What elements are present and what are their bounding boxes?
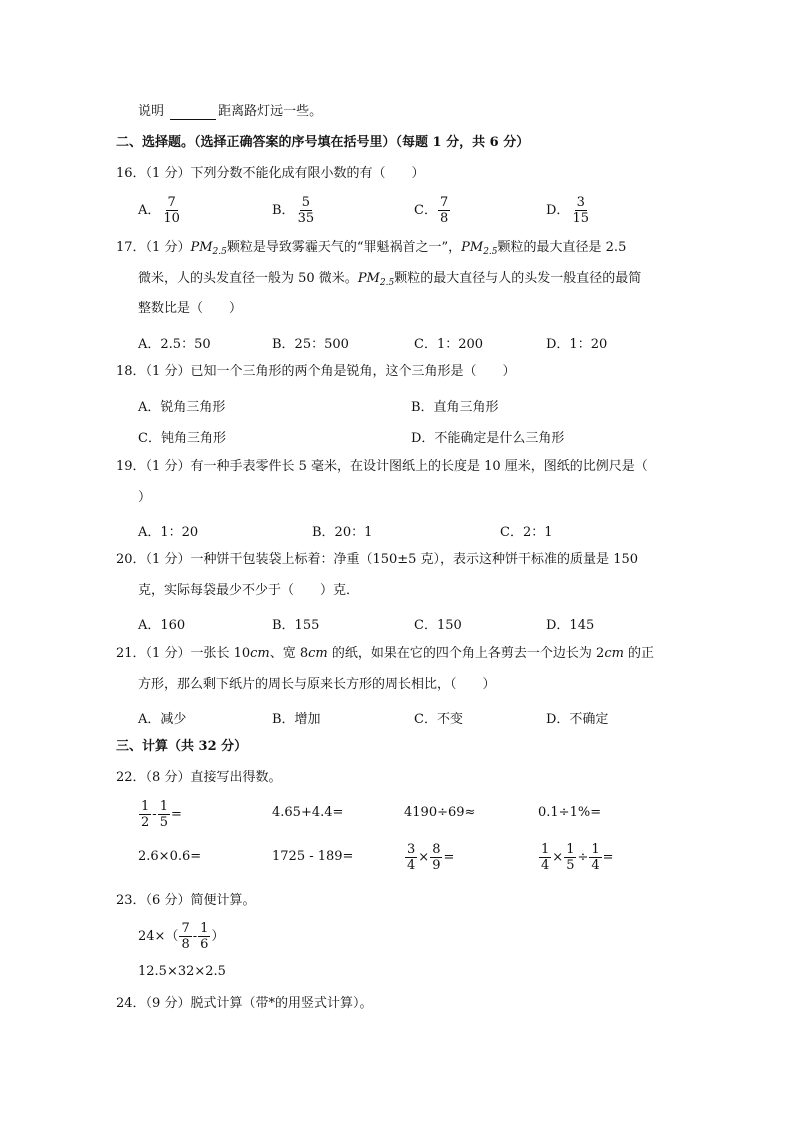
fraction: $\frac{7}{10}$: [163, 195, 180, 226]
expression-suffix: ）: [211, 929, 225, 944]
question-20-line-2: 克，实际每袋最少不少于（ ）克．: [138, 583, 360, 598]
q23-expression-1: [138, 922, 224, 951]
question-number: 19．（1 分）: [116, 459, 191, 474]
question-text: 一种饼干包装袋上标着：净重（150±5 克），表示这种饼干标准的质量是 150: [190, 552, 639, 567]
q21-option-c[interactable]: C．不变: [414, 712, 463, 727]
question-text: 颗粒的最大直径是 2.5: [497, 240, 627, 255]
fraction: $\frac{1}{4}$: [541, 842, 550, 873]
q22-expression-2: 4.65+4.4=: [272, 805, 344, 820]
question-24: [116, 996, 372, 1012]
question-text: 的正: [623, 646, 655, 661]
q22-expression-8: [538, 843, 614, 872]
pm-term: PM: [190, 240, 213, 255]
q23-expression-2: 12.5×32×2.5: [138, 964, 226, 979]
question-number: 18．（1 分）: [116, 364, 191, 379]
operator: -: [192, 929, 198, 944]
pm-subscript: 2.5: [483, 247, 498, 257]
question-21: [116, 646, 654, 662]
question-text: 有一种手表零件长 5 毫米，在设计图纸上的长度是 10 厘米，图纸的比例尺是（: [190, 459, 648, 474]
question-text: 已知一个三角形的两个角是锐角，这个三角形是（ ）: [190, 364, 516, 379]
q22-expression-7: [404, 843, 454, 872]
q20-option-d[interactable]: D．145: [546, 618, 595, 633]
question-number: 22．（8 分）: [116, 770, 191, 785]
operator: ÷: [577, 850, 589, 865]
fraction: $\frac{3}{4}$: [407, 842, 416, 873]
q22-expression-1: [138, 800, 182, 829]
pm-term: PM: [357, 271, 380, 286]
q16-option-a[interactable]: [138, 196, 183, 225]
q22-expression-3: 4190÷69≈: [404, 805, 476, 820]
q17-option-a[interactable]: A．2.5：50: [138, 337, 211, 352]
q18-option-b[interactable]: B．直角三角形: [411, 400, 499, 415]
q18-option-d[interactable]: D．不能确定是什么三角形: [411, 431, 565, 446]
question-text: 微米，人的头发直径一般为 50 微米。: [138, 271, 358, 286]
option-label: C．: [414, 203, 437, 218]
question-number: 24．（9 分）: [116, 996, 191, 1011]
q20-option-a[interactable]: A．160: [138, 618, 186, 633]
option-label: B．: [272, 203, 295, 218]
question-text: 一张长 10: [190, 646, 251, 661]
pm-subscript: 2.5: [212, 247, 227, 257]
question-21-line-2: 方形，那么剩下纸片的周长与原来长方形的周长相比，（ ）: [138, 677, 496, 692]
question-text: 的纸，如果在它的四个角上各剪去一个边长为 2: [327, 646, 605, 661]
question-text: 简便计算。: [190, 893, 256, 908]
q17-option-c[interactable]: C．1：200: [414, 337, 484, 352]
unit-cm: cm: [308, 646, 328, 661]
fraction: $\frac{7}{8}$: [439, 195, 449, 226]
question-20: [116, 552, 638, 568]
option-label: A．: [138, 203, 161, 218]
answer-blank[interactable]: [170, 106, 216, 120]
equals: =: [443, 850, 455, 865]
carryover-line: [138, 104, 322, 120]
question-number: 23．（6 分）: [116, 893, 191, 908]
q20-option-c[interactable]: C．150: [414, 618, 462, 633]
carryover-suffix: 距离路灯远一些。: [218, 104, 323, 119]
fraction: $\frac{1}{4}$: [591, 842, 600, 873]
q17-option-d[interactable]: D．1：20: [546, 337, 608, 352]
unit-cm: cm: [604, 646, 624, 661]
q16-option-b[interactable]: [272, 196, 317, 225]
question-17-line-2: [138, 271, 641, 291]
section-3-title: 三、计算（共 32 分）: [116, 739, 248, 754]
q22-expression-4: 0.1÷1%=: [538, 805, 602, 820]
unit-cm: cm: [250, 646, 270, 661]
question-text: 、宽 8: [269, 646, 309, 661]
question-text: 颗粒是导致雾霾天气的“罪魁祸首之一”，: [226, 240, 462, 255]
fraction: $\frac{7}{8}$: [181, 921, 190, 952]
q18-option-c[interactable]: C．钝角三角形: [138, 431, 226, 446]
q21-option-a[interactable]: A．减少: [138, 712, 187, 727]
fraction: $\frac{3}{15}$: [572, 195, 589, 226]
q19-option-c[interactable]: C．2：1: [500, 525, 553, 540]
question-17-line-3: 整数比是（ ）: [138, 301, 243, 316]
pm-subscript: 2.5: [379, 278, 395, 288]
question-16: [116, 166, 424, 182]
section-2-title: 二、选择题。（选择正确答案的序号填在括号里）（每题 1 分，共 6 分）: [116, 135, 530, 150]
q20-option-b[interactable]: B．155: [272, 618, 320, 633]
q17-option-b[interactable]: B．25：500: [272, 337, 349, 352]
question-text: 脱式计算（带*的用竖式计算）。: [190, 996, 373, 1011]
fraction: $\frac{1}{5}$: [566, 842, 575, 873]
q21-option-d[interactable]: D．不确定: [546, 712, 609, 727]
question-22: [116, 770, 281, 786]
fraction: $\frac{5}{35}$: [297, 195, 315, 226]
question-text: 颗粒的最大直径与人的头发一般直径的最简: [394, 271, 642, 286]
q19-option-b[interactable]: B．20：1: [312, 525, 373, 540]
equals: =: [170, 807, 182, 822]
q22-expression-6: 1725 - 189=: [272, 849, 354, 864]
question-19: [116, 459, 648, 475]
fraction: $\frac{1}{5}$: [159, 799, 168, 830]
question-17: [116, 240, 626, 260]
fraction: $\frac{1}{6}$: [200, 921, 209, 952]
question-19-close-paren: ）: [138, 490, 152, 505]
question-number: 20．（1 分）: [116, 552, 191, 567]
fraction: $\frac{8}{9}$: [432, 842, 441, 873]
fraction: $\frac{1}{2}$: [141, 799, 150, 830]
question-number: 17．（1 分）: [116, 240, 191, 255]
question-number: 16．（1 分）: [116, 166, 191, 181]
option-label: D．: [546, 203, 570, 218]
expression-prefix: 24×（: [138, 929, 179, 944]
question-text: 直接写出得数。: [190, 770, 282, 785]
operator: -: [152, 807, 157, 822]
question-18: [116, 364, 515, 380]
q16-option-d[interactable]: [546, 196, 592, 225]
q21-option-b[interactable]: B．增加: [272, 712, 321, 727]
q22-expression-5: 2.6×0.6=: [138, 849, 202, 864]
pm-term: PM: [461, 240, 484, 255]
operator: ×: [418, 850, 430, 865]
equals: =: [602, 850, 614, 865]
q16-option-c[interactable]: [414, 196, 451, 225]
question-23: [116, 893, 255, 909]
carryover-prefix: 说明: [138, 104, 165, 119]
operator: ×: [552, 850, 564, 865]
q19-option-a[interactable]: A．1：20: [138, 525, 199, 540]
question-text: 下列分数不能化成有限小数的有（ ）: [190, 166, 425, 181]
q18-option-a[interactable]: A．锐角三角形: [138, 400, 226, 415]
question-number: 21．（1 分）: [116, 646, 191, 661]
